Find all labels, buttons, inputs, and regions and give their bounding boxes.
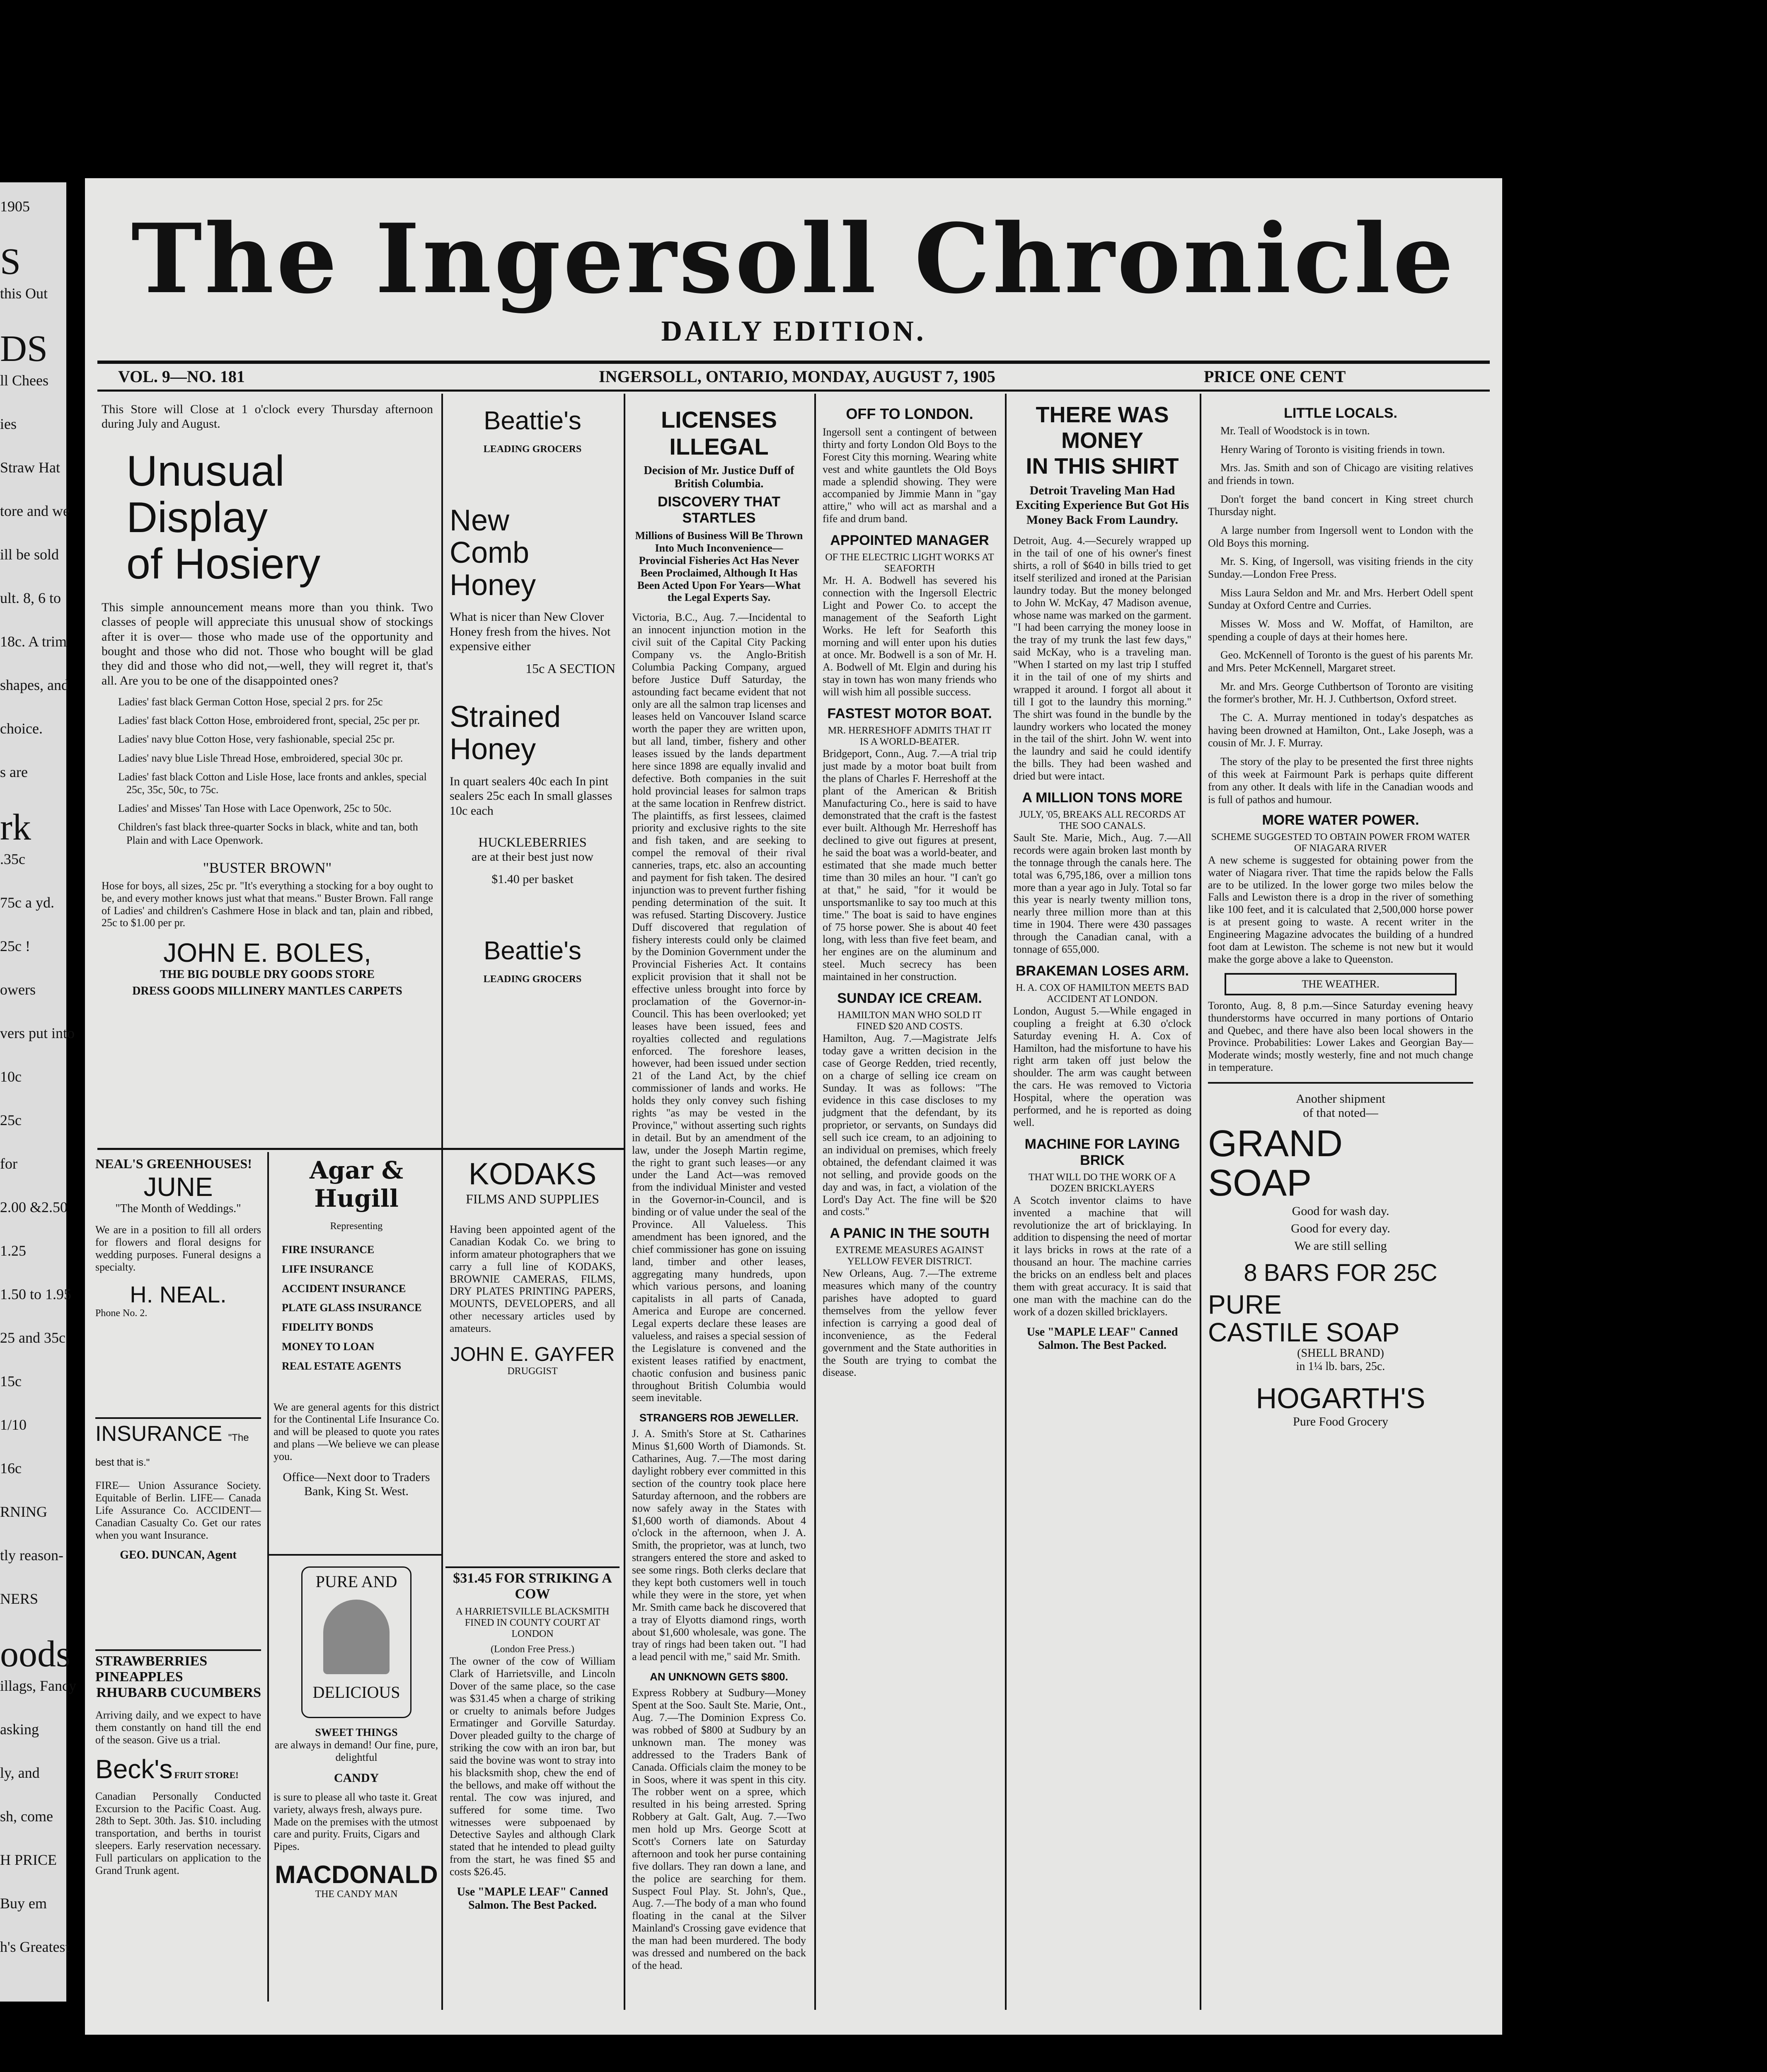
arm-title: BRAKEMAN LOSES ARM. bbox=[1015, 963, 1189, 979]
hosiery-item-5: Ladies' and Misses' Tan Hose with Lace Openwork, 25c to 50c. bbox=[118, 802, 392, 815]
comb-honey-line-0: New bbox=[450, 504, 510, 537]
buster-brown-text: Hose for boys, all sizes, 25c pr. "It's everything a stocking for a boy ought to be, and every mother knows just what that means." Buster Brown. Fall range of Ladies' and children's Cashmere Hose in black and tan, plain and ribbed, 25c to $1.00 per pr. bbox=[102, 879, 433, 929]
fragment-1: S bbox=[0, 241, 21, 282]
licenses-title: LICENSES ILLEGAL bbox=[661, 407, 777, 460]
london-text: Ingersoll sent a contingent of between thirty and forty London Old Boys to the Forest City this morning. Wearing white vest and white gauntlets the Old Boys made a splendid showing. They were accompanied by Jimmie Mann in "gay attire," who will act as marshal and a fife and drum band. bbox=[823, 426, 997, 525]
hosiery-headline-line-2: of Hosiery bbox=[126, 540, 321, 588]
candy-label: CANDY bbox=[334, 1771, 379, 1785]
fragment-13: s are bbox=[0, 764, 28, 780]
fragment-25: 1.50 to 1.95 bbox=[0, 1286, 72, 1302]
gets-text: Express Robbery at Sudbury—Money Spent at the Soo. Sault Ste. Marie, Ont., Aug. 7.—The Dominion Express Co. was robbed of $800 at Sudbury by an unknown man. The money was addressed to the Traders Bank of Canada. Officials claim the money to be in Soos, where it was spent in this city. The robber went on a spree, which resulted in his being arrested. Spring Robbery at Galt. Galt, Aug. 7.—Two men hold up Mrs. George Scott at Scott's Corners late on Saturday afternoon and took her purse containing five dollars. They ran down a lane, and the police are searching for them. Suspect Foul Play. St. John's, Que., Aug. 7.—The body of a man who found floating in the canal at the Silver Mainland's Crossing gave evidence that the man had been murdered. The body was dressed and numbered on the back of the head. bbox=[632, 1687, 806, 1971]
local-item-5: Mr. S. King, of Ingersoll, was visiting friends in the city Sunday.—London Free Press. bbox=[1208, 555, 1473, 581]
fragment-18: owers bbox=[0, 981, 36, 998]
insurance-text: FIRE— Union Assurance Society. Equitable of Berlin. LIFE— Canada Life Assurance Co. ACCIDENT— Canadian Casualty Co. Get our rates when you want Insurance. bbox=[95, 1479, 261, 1541]
agar-line-4: FIDELITY BONDS bbox=[282, 1321, 373, 1334]
becks-fruit-ad bbox=[95, 1653, 261, 2026]
strained-honey-title bbox=[450, 701, 615, 766]
fragment-34: illags, Fancy bbox=[0, 1677, 76, 1694]
boat-sub: MR. HERRESHOFF ADMITS THAT IT IS A WORLD-BEATER. bbox=[828, 725, 992, 748]
fragment-5: ies bbox=[0, 416, 17, 432]
grand-soap-line-1: SOAP bbox=[1208, 1162, 1312, 1204]
cow-text: The owner of the cow of William Clark of Harrietsville, and Lincoln Dover of the same place, so the case was $31.45 when a charge of striking or cruelty to animals before Judges Ermatinger and Gorville Saturday. Dover pleaded guilty to the charge of striking the cow with an iron bar, but said the bovine was wont to stray into his blacksmith shop, chew the end of the bellows, and make off without the rental. The cow was injured, and suffered for some time. Two witnesses were subpoenaed by Detective Sayles and although Clark stated that he intended to plead guilty from the start, he was fined $5 and costs $26.45. bbox=[450, 1655, 615, 1878]
berries-title: STRAWBERRIES PINEAPPLES bbox=[95, 1653, 208, 1685]
masthead-title: The Ingersoll Chronicle bbox=[131, 203, 1456, 315]
fragment-16: 75c a yd. bbox=[0, 894, 54, 911]
weather-text: Toronto, Aug. 8, 8 p.m.—Since Saturday evening heavy thunderstorms have occurred in many portions of Ontario and Quebec, and there have also been local showers in the Province. Probabilities: Lower Lakes and Georgian Bay—Moderate winds; mostly westerly, fine and not much change in temperature. bbox=[1208, 999, 1473, 1074]
hosiery-headline bbox=[126, 448, 433, 588]
local-item-11: The story of the play to be presented the first three nights of this week at Fairmount Park is perhaps quite different from any other. It deals with life in the Canadian woods and is full of pathos and humour. bbox=[1208, 755, 1473, 806]
fragment-12: choice. bbox=[0, 720, 43, 737]
kodaks-text: Having been appointed agent of the Canadian Kodak Co. we bring to inform amateur photographers that we carry a full line of KODAKS, BROWNIE CAMERAS, FILMS, DRY PLATES PRINTING PAPERS, MOUNTS, DEVELOPERS, and all other necessary articles used by amateurs. bbox=[450, 1223, 615, 1335]
hosiery-headline-line-1: Display bbox=[126, 494, 268, 542]
comb-honey-line-2: Honey bbox=[450, 568, 536, 602]
becks-name: Beck's FRUIT STORE! bbox=[95, 1754, 239, 1784]
fragment-2: this Out bbox=[0, 285, 48, 302]
local-item-9: Mr. and Mrs. George Cuthbertson of Toronto are visiting the former's brother, Mr. H. J. Cuthbertson, Oxford street. bbox=[1208, 680, 1473, 705]
brick-sub: THAT WILL DO THE WORK OF A DOZEN BRICKLAYERS bbox=[1029, 1172, 1176, 1194]
fragment-14: rk bbox=[0, 807, 31, 848]
fragment-6: Straw Hat bbox=[0, 459, 60, 476]
agar-line-3: PLATE GLASS INSURANCE bbox=[282, 1302, 422, 1314]
hosiery-item-4: Ladies' fast black Cotton and Lisle Hose, lace fronts and ankles, special 25c, 35c, 50c, to 75c. bbox=[118, 770, 427, 796]
local-item-8: Geo. McKennell of Toronto is the guest of his parents Mr. and Mrs. Peter McKennell, Margaret street. bbox=[1208, 649, 1473, 674]
panic-title: A PANIC IN THE SOUTH bbox=[830, 1225, 990, 1242]
neal-greenhouses-ad bbox=[95, 1156, 261, 1446]
huckleberries-title: HUCKLEBERRIES bbox=[478, 835, 587, 850]
castile-line-1: CASTILE SOAP bbox=[1208, 1317, 1400, 1348]
hosiery-list bbox=[102, 695, 433, 847]
berries-sub: RHUBARB CUCUMBERS bbox=[96, 1685, 261, 1700]
gayfer-name: JOHN E. GAYFER bbox=[450, 1343, 615, 1366]
adjacent-page-fragment bbox=[0, 182, 76, 2002]
soap-bars: 8 BARS FOR 25C bbox=[1244, 1259, 1438, 1287]
brick-text: A Scotch inventor claims to have invented a machine that will revolutionize the art of bricklaying. In addition to dispensing the need of mortar it lays bricks in rows at the rate of a thousand an hour. The machine carries the bricks on an endless belt and places them with great accuracy. It is said that one man with the machine can do the work of a dozen skilled bricklayers. bbox=[1013, 1194, 1191, 1318]
comb-honey-title bbox=[450, 505, 615, 601]
arm-text: London, August 5.—While engaged in coupling a freight at 6.30 o'clock Saturday evening H. A. Cox of Hamilton, had the misfortune to have his right arm taken off just below the shoulder. The arm was caught between the cars. He was removed to Victoria Hospital, where the operation was performed, and he is reported as doing well. bbox=[1013, 1005, 1191, 1128]
gayfer-role: DRUGGIST bbox=[507, 1366, 558, 1377]
fragment-37: sh, come bbox=[0, 1808, 53, 1825]
comb-honey-line-1: Comb bbox=[450, 536, 530, 569]
macdonald-candy-ad bbox=[274, 1558, 439, 2055]
fragment-31: tly reason- bbox=[0, 1547, 63, 1564]
buster-brown-title: "BUSTER BROWN" bbox=[203, 859, 332, 876]
fragment-8: ill be sold bbox=[0, 546, 59, 563]
neal-text: We are in a position to fill all orders for flowers and floral designs for wedding purposes. Funeral designs a specialty. bbox=[95, 1224, 261, 1273]
cow-sub: A HARRIETSVILLE BLACKSMITH FINED IN COUNTY COURT AT LONDON bbox=[455, 1606, 610, 1639]
volume-number: VOL. 9—NO. 181 bbox=[118, 367, 245, 386]
hosiery-item-2: Ladies' navy blue Cotton Hose, very fashionable, special 25c pr. bbox=[118, 733, 395, 746]
fragment-40: h's Greatest bbox=[0, 1939, 70, 1955]
locals-column bbox=[1208, 402, 1473, 2018]
fragment-0: 1905 bbox=[0, 198, 30, 215]
panic-sub: EXTREME MEASURES AGAINST YELLOW FEVER DISTRICT. bbox=[835, 1245, 984, 1267]
beatties-name-bottom: Beattie's bbox=[484, 937, 581, 966]
local-item-4: A large number from Ingersoll went to London with the Old Boys this morning. bbox=[1208, 524, 1473, 549]
castile-soap-title bbox=[1208, 1291, 1473, 1346]
huckleberries-text: are at their best just now bbox=[471, 850, 594, 864]
fragment-20: 10c bbox=[0, 1068, 22, 1085]
agar-title: Agar & Hugill bbox=[309, 1156, 404, 1213]
london-title: OFF TO LONDON. bbox=[846, 405, 973, 422]
money-column bbox=[1013, 402, 1191, 2018]
tons-title: A MILLION TONS MORE bbox=[1022, 789, 1183, 806]
arm-sub: H. A. COX OF HAMILTON MEETS BAD ACCIDENT AT LONDON. bbox=[1016, 982, 1189, 1005]
hosiery-item-0: Ladies' fast black German Cotton Hose, special 2 prs. for 25c bbox=[118, 696, 383, 708]
soap-intro2: of that noted— bbox=[1303, 1106, 1378, 1120]
ice-sub: HAMILTON MAN WHO SOLD IT FINED $20 AND COSTS. bbox=[838, 1009, 982, 1032]
boles-name: JOHN E. BOLES, bbox=[163, 938, 371, 968]
insurance-ad bbox=[95, 1421, 261, 1653]
local-item-7: Misses W. Moss and W. Moffat, of Hamilton, are spending a couple of days at their homes here. bbox=[1208, 618, 1473, 643]
local-item-10: The C. A. Murray mentioned in today's despatches as having been drowned at Hamilton, Ont., Lake Joseph, was a cousin of Mr. J. F. Murray. bbox=[1208, 712, 1473, 749]
kodaks-ad bbox=[450, 1156, 615, 1571]
tons-text: Sault Ste. Marie, Mich., Aug. 7.—All records were again broken last month by the tonnage through the canals here. The total was 6,795,186, over a million tons more than a year ago in July. Total so far this year is nearly twenty million tons, nearly three million more than at this time in 1904. There were 430 passages through the Canadian canal, with a tonnage of 655,000. bbox=[1013, 831, 1191, 955]
hosiery-item-1: Ladies' fast black Cotton Hose, embroidered front, special, 25c per pr. bbox=[118, 714, 420, 727]
beatties-sub-bottom: LEADING GROCERS bbox=[483, 974, 582, 985]
maple-leaf-ad-2: Use "MAPLE LEAF" Canned Salmon. The Best Packed. bbox=[1026, 1325, 1178, 1352]
boat-title: FASTEST MOTOR BOAT. bbox=[827, 706, 992, 722]
fragment-19: vers put into bbox=[0, 1025, 75, 1041]
agar-line-6: REAL ESTATE AGENTS bbox=[282, 1360, 402, 1372]
locals-list bbox=[1208, 425, 1473, 806]
locals-title: LITTLE LOCALS. bbox=[1284, 405, 1397, 421]
insurance-agent: GEO. DUNCAN, Agent bbox=[120, 1549, 237, 1562]
shell-brand: (SHELL BRAND) bbox=[1297, 1346, 1384, 1360]
money-title1: THERE WAS MONEY bbox=[1036, 402, 1169, 453]
panic-text: New Orleans, Aug. 7.—The extreme measures which many of the country parishes have adopted to guard themselves from the yellow fever infection is carrying a good deal of inconvenience, as the Federal government and the State authorities in the South are trying to combat the disease. bbox=[823, 1267, 997, 1379]
maple-leaf-ad: Use "MAPLE LEAF" Canned Salmon. The Best Packed. bbox=[457, 1886, 608, 1912]
newspaper-page bbox=[85, 178, 1502, 2035]
hogarth-name: HOGARTH'S bbox=[1256, 1382, 1426, 1414]
agar-line-0: FIRE INSURANCE bbox=[282, 1244, 375, 1256]
weather-box: THE WEATHER. bbox=[1225, 973, 1457, 995]
fragment-36: ly, and bbox=[0, 1765, 40, 1781]
macdonald-name: MACDONALD bbox=[275, 1861, 438, 1889]
hosiery-item-6: Children's fast black three-quarter Socks in black, white and tan, both Plain and with Lace Openwork. bbox=[118, 821, 418, 846]
local-item-6: Miss Laura Seldon and Mr. and Mrs. Herbert Odell spent Sunday at Oxford Centre and Curries. bbox=[1208, 586, 1473, 612]
local-item-3: Don't forget the band concert in King street church Thursday night. bbox=[1208, 493, 1473, 518]
closing-notice: This Store will Close at 1 o'clock every Thursday afternoon during July and August. bbox=[102, 402, 433, 431]
soap-line-2: We are still selling bbox=[1294, 1239, 1387, 1253]
jeweller-text: J. A. Smith's Store at St. Catharines Minus $1,600 Worth of Diamonds. St. Catharines, Aug. 7.—The most daring daylight robbery ever committed in this section of the country took place here Saturday afternoon, and the robbers are now safely away in the States with $1,600 worth of diamonds. About 4 o'clock in the afternoon, when J. A. Smith, the proprietor, was at lunch, two strangers entered the store and asked to see some rings. Both clerks declare that they kept both customers well in touch while they were in the store, yet when Mr. Smith came back he discovered that a tray of Elyotts diamond rings, worth about $1,600 wholesale, was gone. The tray of rings had been taken out. "I had a lead pencil with me," said Mr. Smith. bbox=[632, 1428, 806, 1663]
water-sub: SCHEME SUGGESTED TO OBTAIN POWER FROM WATER OF NIAGARA RIVER bbox=[1211, 831, 1470, 854]
fragment-15: .35c bbox=[0, 851, 25, 867]
soap-line-1: Good for every day. bbox=[1291, 1222, 1390, 1236]
licenses-text: Victoria, B.C., Aug. 7.—Incidental to an innocent injunction motion in the civil suit of the Capital City Packing Company vs. the Anglo-British Columbia Packing Company, argued before Justice Duff Saturday, the astounding fact became evident that not only are all the salmon trap licenses and leases held on Vancouver Island scarce worth the paper they are written upon, but all land, timber, fishery and other leases issued by the lands department here since 1898 are equally invalid and defective. Both companies in the suit hold provincial leases for salmon traps at the same location in Renfrew district. The plaintiffs, as first lessees, claimed priority and exclusive rights to the site and fish taken, and are seeking to compel the removal of their rival canneries, traps, etc. also an accounting and payment for fish taken. The desired injunction was to prevent further fishing pending determination of the suit. It was refused. Starting Discovery. Justice Duff discovered that regulation of fishery interests could only be claimed by the Dominion Government under the Provincial Fisheries Act. It contains explicit provision that it shall not be effective unless brought into force by proclamation of the Governor-in-Council. This has been overlooked; yet leases have been issued, fees and royalties collected and regulations enforced. The foreshore leases, however, had been issued under section 21 of the Land Act, by the chief commissioner of lands and works. He holds they only convey such fishing rights "as may be vested in the Province," without asserting such rights in detail. But by an amendment of the law, under the Joseph Martin regime, the right to grant such leases—or any under the Land Act—was removed from the individual Minister and vested in the Governor-in-Council, and is binding or of value under the seal of the Province. All Valueless. This amendment has been ignored, and the chief commissioner has gone on issuing land, timber and other leases, aggregating many hundreds, upon which various persons, and loaning capitalists in all parts of Canada, America and Europe are concerned. Legal experts declare these leases are valueless, and raises a special session of the Legislature is convened and the existent leases ratified by enactment, chaotic confusion and business panic throughout British Columbia would seem inevitable. bbox=[632, 611, 806, 1404]
manager-sub: OF THE ELECTRIC LIGHT WORKS AT SEAFORTH bbox=[825, 552, 994, 574]
neal-phone: Phone No. 2. bbox=[95, 1307, 148, 1319]
neal-month: JUNE bbox=[143, 1172, 213, 1202]
kodaks-title: KODAKS bbox=[468, 1157, 597, 1191]
beatties-name: Beattie's bbox=[484, 407, 581, 435]
cow-title: $31.45 FOR STRIKING A COW bbox=[453, 1571, 612, 1602]
licenses-deck: Millions of Business Will Be Thrown Into Much Inconvenience—Provincial Fisheries Act Has Never Been Proclaimed, Although It Has Been Acted Upon For Years—What the Legal Experts Say. bbox=[635, 530, 803, 604]
fragment-38: H PRICE bbox=[0, 1852, 57, 1868]
huckleberries-price: $1.40 per basket bbox=[491, 872, 574, 886]
castile-lbs: in 1¼ lb. bars, 25c. bbox=[1296, 1360, 1385, 1373]
soap-lines bbox=[1208, 1203, 1473, 1255]
strained-honey-line-0: Strained bbox=[450, 700, 561, 734]
pure-delicious-badge: PURE AND DELICIOUS bbox=[301, 1566, 411, 1718]
comb-honey-text: What is nicer than New Clover Honey fresh from the hives. Not expensive either bbox=[450, 610, 611, 654]
fragment-9: ult. 8, 6 to bbox=[0, 590, 61, 606]
neal-title: NEAL'S GREENHOUSES! bbox=[95, 1156, 252, 1171]
money-deck: Detroit Traveling Man Had Exciting Experience But Got His Money Back From Laundry. bbox=[1015, 484, 1189, 527]
fragment-22: for bbox=[0, 1155, 17, 1172]
fragment-35: asking bbox=[0, 1721, 39, 1738]
hosiery-item-3: Ladies' navy blue Lisle Thread Hose, embroidered, special 30c pr. bbox=[118, 752, 403, 764]
fragment-11: shapes, and bbox=[0, 677, 69, 693]
licenses-head2: DISCOVERY THAT STARTLES bbox=[658, 494, 780, 526]
licenses-sub: Decision of Mr. Justice Duff of British Columbia. bbox=[644, 464, 794, 490]
fragment-28: 1/10 bbox=[0, 1416, 27, 1433]
excursion-text: Canadian Personally Conducted Excursion to the Pacific Coast. Aug. 28th to Sept. 30th. Jas. $10. including transportation, and berths in tourist sleepers. Early reservation necessary. Full particulars on application to the Grand Trunk agent. bbox=[95, 1790, 261, 1877]
castile-line-0: PURE bbox=[1208, 1290, 1282, 1320]
beatties-sub: LEADING GROCERS bbox=[483, 444, 582, 455]
strained-honey-line-1: Honey bbox=[450, 733, 536, 766]
candy-text1: are always in demand! Our fine, pure, delightful bbox=[274, 1739, 438, 1763]
candy-text2: is sure to please all who taste it. Great variety, always fresh, always pure. Made on the premises with the utmost care and purity. Fruits, Cigars and Pipes. bbox=[274, 1791, 438, 1853]
agar-text: We are general agents for this district for the Continental Life Insurance Co. and will be pleased to quote you rates and plans —We believe we can please you. bbox=[274, 1401, 439, 1463]
manager-title: APPOINTED MANAGER bbox=[830, 533, 989, 549]
berries-text: Arriving daily, and we expect to have them constantly on hand till the end of the season. Give us a trial. bbox=[95, 1709, 261, 1746]
strained-honey-text: In quart sealers 40c each In pint sealers 25c each In small glasses 10c each bbox=[450, 774, 612, 818]
jeweller-title: STRANGERS ROB JEWELLER. bbox=[639, 1411, 799, 1424]
price: PRICE ONE CENT bbox=[1204, 367, 1346, 386]
neal-name: H. NEAL. bbox=[130, 1281, 227, 1307]
fragment-17: 25c ! bbox=[0, 938, 30, 954]
money-title2: IN THIS SHIRT bbox=[1026, 454, 1179, 479]
agar-office: Office—Next door to Traders Bank, King St. West. bbox=[283, 1470, 430, 1498]
cow-source: (London Free Press.) bbox=[491, 1644, 574, 1655]
fragment-10: 18c. A trim bbox=[0, 633, 67, 650]
neal-tagline: "The Month of Weddings." bbox=[115, 1202, 241, 1215]
boles-tagline: THE BIG DOUBLE DRY GOODS STORE bbox=[160, 968, 375, 981]
fragment-29: 16c bbox=[0, 1460, 22, 1477]
fragment-33: oods bbox=[0, 1634, 71, 1675]
fragment-26: 25 and 35c bbox=[0, 1329, 65, 1346]
grand-soap-title bbox=[1208, 1124, 1473, 1203]
fragment-23: 2.00 &2.50 bbox=[0, 1199, 68, 1215]
candy-title: SWEET THINGS bbox=[315, 1726, 398, 1738]
agar-line-2: ACCIDENT INSURANCE bbox=[282, 1282, 406, 1295]
candy-box-illustration bbox=[323, 1600, 390, 1674]
water-text: A new scheme is suggested for obtaining power from the water of Niagara river. That time the rapids below the Falls are to be utilized. In the lower gorge two miles below the Falls and Lewiston there is a drop in the river of something like 100 feet, and it is calculated that 2,500,000 horse power is at present going to waste. A recent writer in the Engineering Magazine advocates the building of a hundred foot dam at Lewiston. The scheme is not new but it would make the gorge above a lake to Queenston. bbox=[1208, 854, 1473, 965]
boat-text: Bridgeport, Conn., Aug. 7.—A trial trip just made by a motor boat built from the plans of Charles F. Herreshoff at the plant of the American & British Manufacturing Co., here is said to have demonstrated that the craft is the fastest ever built. Although Mr. Herreshoff has declined to give out figures at present, he said the boat was a world-beater, and estimated that she made much better time than 30 miles an hour. "I can't go at that," he said, "for it would be unsportsmanlike to say too much at this time." The boat is said to have engines of 75 horse power. She is about 40 feet long, with less than five feet beam, and her engines are on the aluminum and steel. Much secrecy has been maintained in her construction. bbox=[823, 748, 997, 983]
dateline: INGERSOLL, ONTARIO, MONDAY, AUGUST 7, 1905 bbox=[599, 367, 995, 386]
fragment-7: tore and we bbox=[0, 503, 70, 519]
local-item-0: Mr. Teall of Woodstock is in town. bbox=[1220, 425, 1370, 437]
water-title: MORE WATER POWER. bbox=[1262, 812, 1419, 828]
soap-line-0: Good for wash day. bbox=[1292, 1204, 1389, 1218]
fragment-39: Buy em bbox=[0, 1895, 47, 1912]
fragment-3: DS bbox=[0, 328, 48, 369]
macdonald-sub: THE CANDY MAN bbox=[315, 1889, 398, 1900]
fragment-4: ll Chees bbox=[0, 372, 48, 389]
licenses-article bbox=[632, 402, 806, 2018]
ice-text: Hamilton, Aug. 7.—Magistrate Jelfs today gave a written decision in the case of George Redden, tried recently, on a charge of selling ice cream on Sunday. It was as follows: "The evidence in this case discloses to my judgment that the defendant, by its proprietor, or servants, on Sundays did sell such ice cream, to an adjoining to an individual on premises, which freely obtained, the defendant claimed it was not selling, and provide goods on the day and was, in fact, a violation of the Lord's Day Act. The fine will be $20 and costs." bbox=[823, 1032, 997, 1218]
agar-line-5: MONEY TO LOAN bbox=[282, 1340, 375, 1353]
ice-title: SUNDAY ICE CREAM. bbox=[837, 990, 982, 1006]
gets-title: AN UNKNOWN GETS $800. bbox=[650, 1670, 788, 1683]
local-item-2: Mrs. Jas. Smith and son of Chicago are visiting relatives and friends in town. bbox=[1208, 462, 1473, 487]
fragment-27: 15c bbox=[0, 1373, 22, 1389]
kodaks-sub: FILMS AND SUPPLIES bbox=[466, 1191, 599, 1206]
agar-rep: Representing bbox=[330, 1221, 383, 1232]
fragment-21: 25c bbox=[0, 1112, 22, 1128]
brick-title: MACHINE FOR LAYING BRICK bbox=[1024, 1136, 1180, 1168]
boles-departments: DRESS GOODS MILLINERY MANTLES CARPETS bbox=[132, 985, 402, 998]
money-text: Detroit, Aug. 4.—Securely wrapped up in the tail of one of his owner's finest shirts, a roll of $640 in bills tried to get itself sterilized and ironed at the Parisian laundry today. But the money belonged to John W. McKay, 47 Madison avenue, whose name was marked on the garment. "I had been carrying the money loose in the tray of my trunk the last few days," said McKay, who is a traveling man. "When I started on my last trip I stuffed it in the tail of one of my shirts and wrapped it around. I forgot all about it till I got to the laundry this morning." The shirt was found in the bundle by the laundry workers who located the money in the tail of the shirt. John W. went into the laundry and said he could identify the bills. They had been washed and dried but were intact. bbox=[1013, 535, 1191, 782]
agar-line-1: LIFE INSURANCE bbox=[282, 1263, 374, 1275]
manager-text: Mr. H. A. Bodwell has severed his connection with the Ingersoll Electric Light and Power Co. to accept the management of the Seaforth Light Works. He left for Seaforth this morning and will enter upon his duties at once. Mr. Bodwell is a son of Mr. H. A. Bodwell of Mt. Elgin and during his stay in town has won many friends who will wish him all possible success. bbox=[823, 574, 997, 698]
grand-soap-line-0: GRAND bbox=[1208, 1123, 1343, 1165]
edition-label: DAILY EDITION. bbox=[661, 315, 926, 347]
comb-honey-price: 15c A SECTION bbox=[525, 661, 615, 676]
hosiery-headline-line-0: Unusual bbox=[126, 447, 285, 495]
fragment-24: 1.25 bbox=[0, 1242, 26, 1259]
insurance-title: INSURANCE "The best that is." bbox=[95, 1422, 249, 1468]
local-item-1: Henry Waring of Toronto is visiting friends in town. bbox=[1220, 443, 1445, 455]
agar-lines bbox=[274, 1240, 439, 1376]
fragment-30: RNING bbox=[0, 1503, 47, 1520]
hogarth-sub: Pure Food Grocery bbox=[1293, 1414, 1388, 1428]
soap-intro1: Another shipment bbox=[1296, 1092, 1385, 1106]
london-column bbox=[823, 402, 997, 2018]
hosiery-intro: This simple announcement means more than you think. Two classes of people will appreciate this unusual show of stockings after it is over— those who made use of the opportunity and bought and those who did not. Those who bought will be glad they did and those who did not,—well, they will regret it, that's all. Are you to be one of the disappointed ones? bbox=[102, 600, 433, 687]
cow-article bbox=[450, 1571, 615, 2047]
tons-sub: JULY, '05, BREAKS ALL RECORDS AT THE SOO CANALS. bbox=[1019, 809, 1186, 831]
fragment-32: NERS bbox=[0, 1590, 39, 1607]
